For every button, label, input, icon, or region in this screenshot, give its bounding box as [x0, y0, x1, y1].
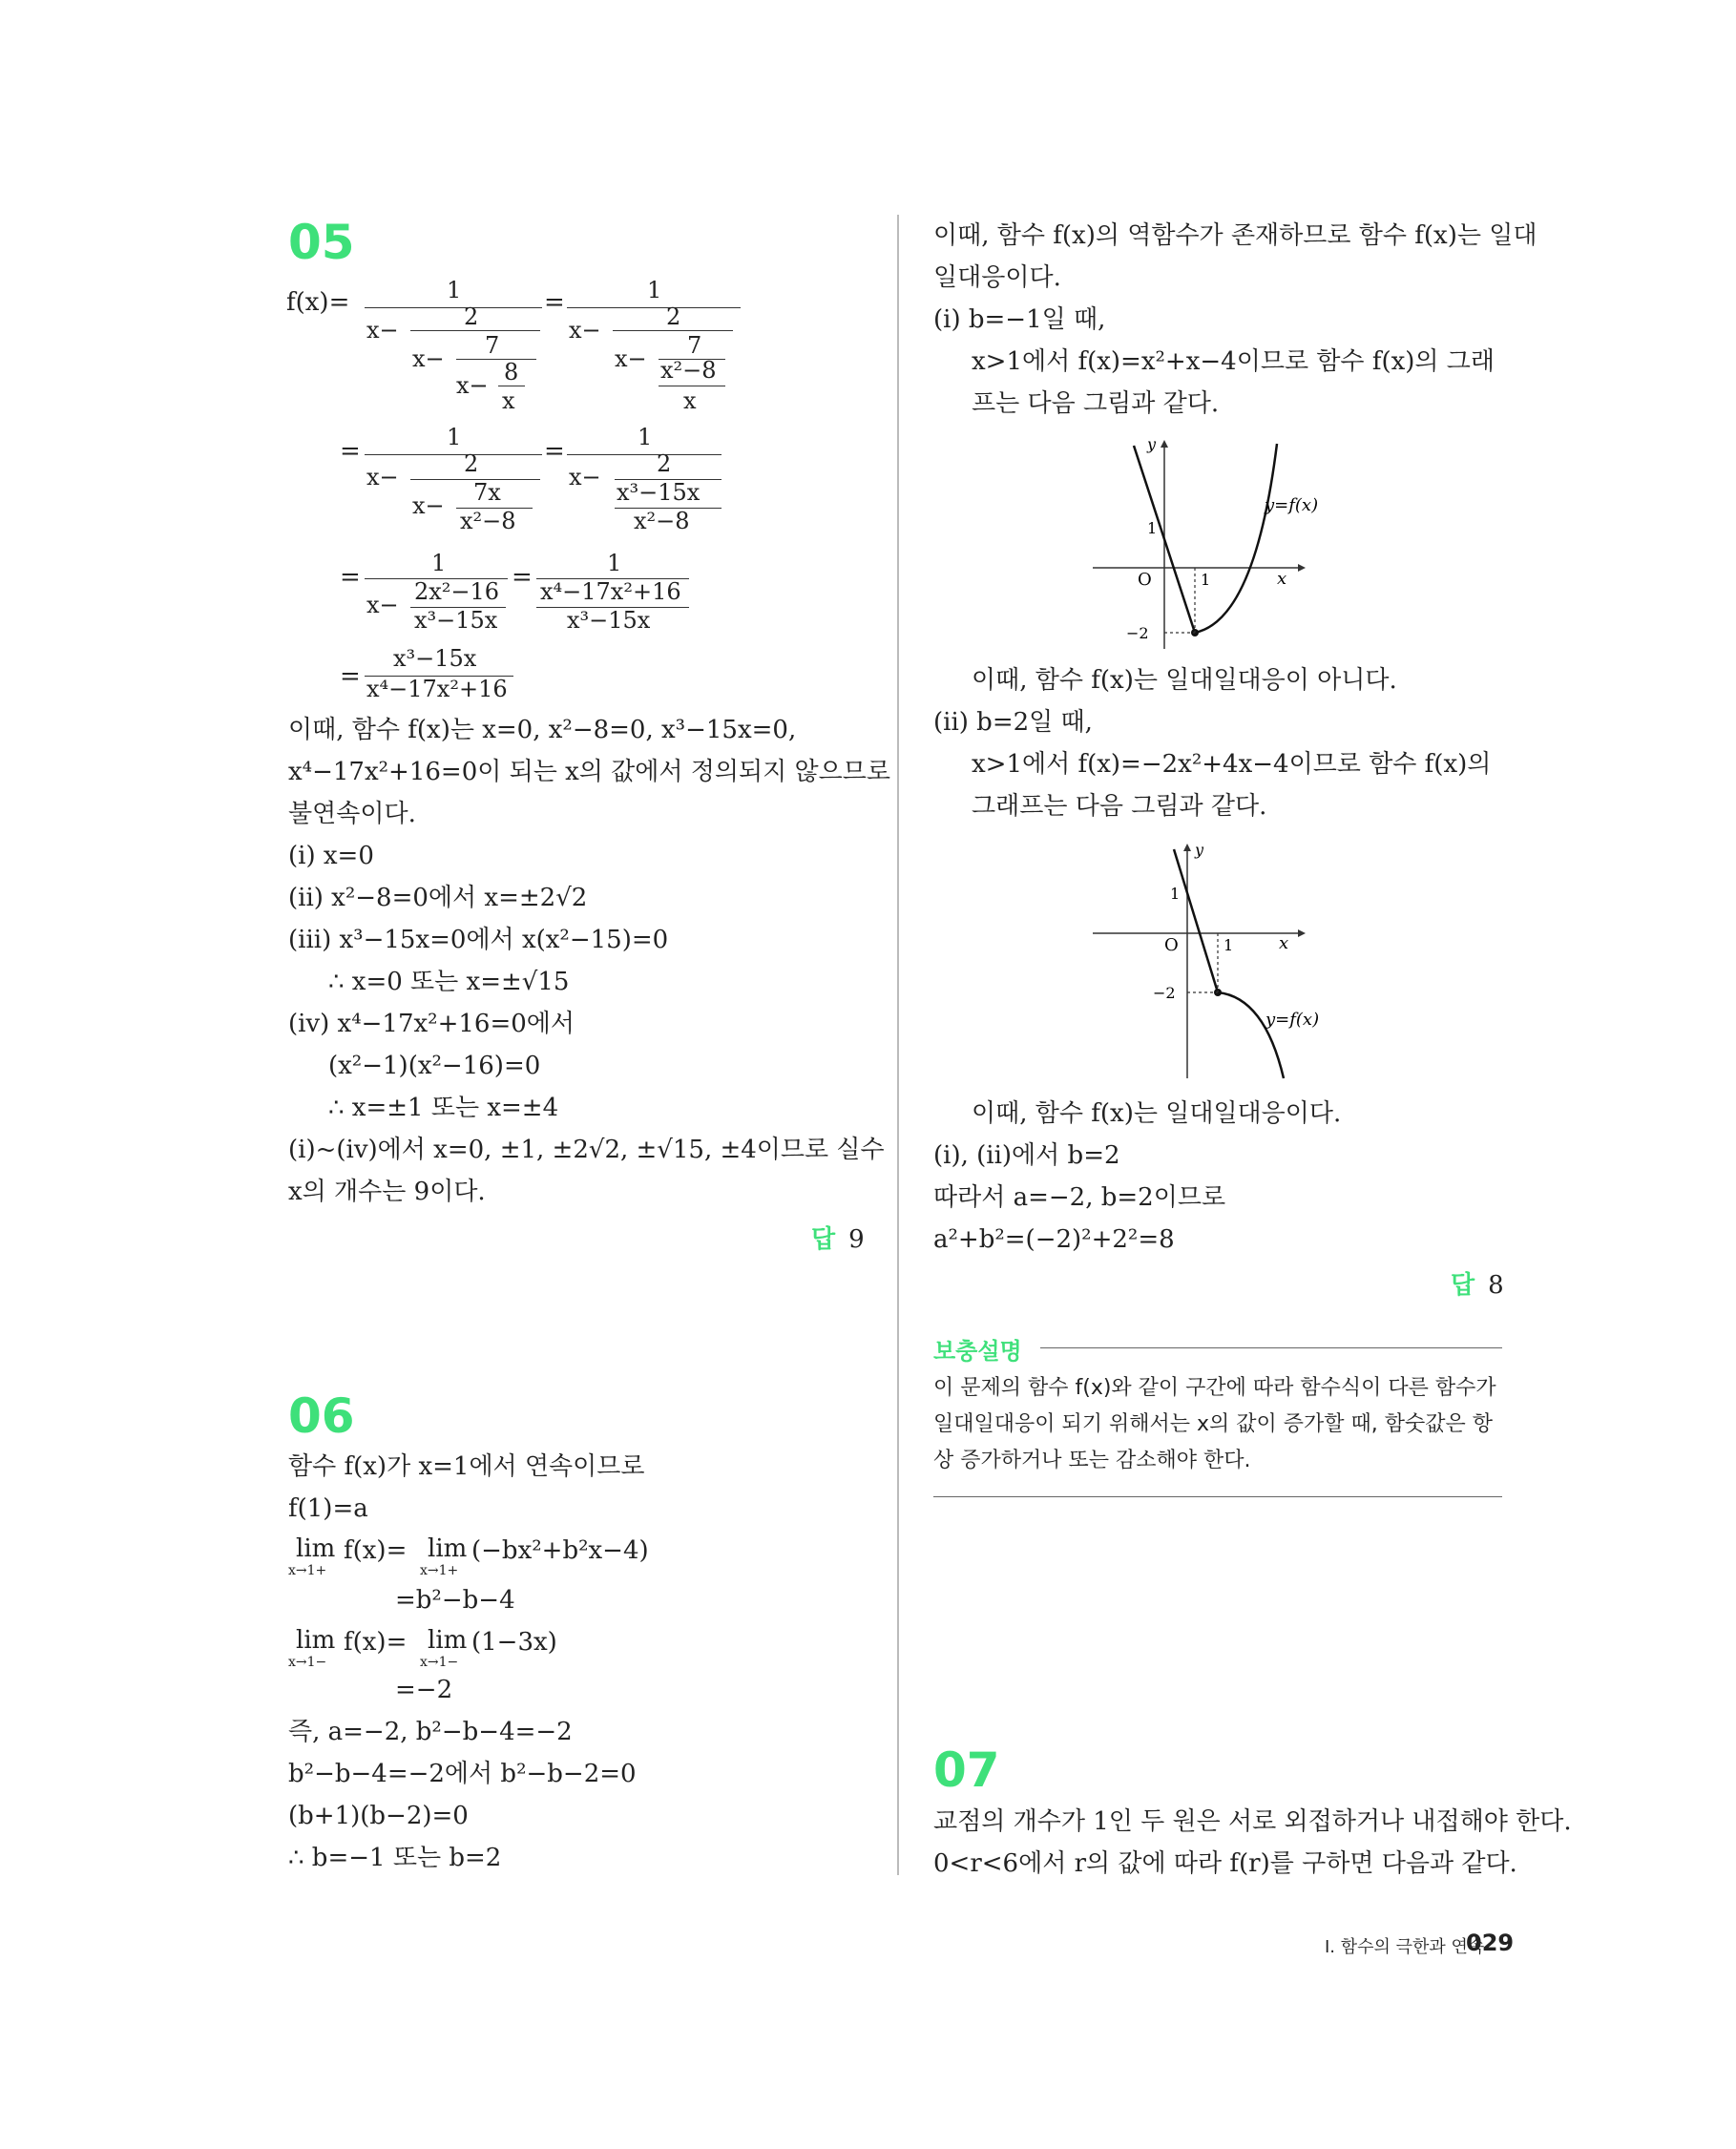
graph1-fx: y=f(x)	[1265, 495, 1319, 515]
p05-line2: x⁴−17x²+16=0이 되는 x의 값에서 정의되지 않으므로	[288, 758, 890, 786]
cf2-den: x	[683, 387, 697, 414]
supplement-text: 이 문제의 함수 f(x)와 같이 구간에 따라 함수식이 다른 함수가 일대일대응이 되기 위해서는 x의 값이 증가할 때, 함숫값은 항상 증가하거나 또는 감소해야 한다.	[933, 1376, 1496, 1472]
graph2-x-arrow	[1298, 929, 1306, 937]
r2a-top: 1	[447, 424, 462, 450]
cf2-x2: x−	[615, 345, 647, 372]
graph1-origin: O	[1138, 570, 1152, 590]
p06-l2: f(1)=a	[288, 1494, 368, 1523]
cf1-bar3	[456, 359, 536, 360]
answer-value: 9	[848, 1225, 865, 1254]
column-divider	[897, 215, 899, 1875]
r2b-bar1	[567, 454, 722, 455]
cf1-xd: x	[502, 387, 515, 414]
r4-num: x³−15x	[393, 645, 477, 672]
p05-case4b: (x²−1)(x²−16)=0	[328, 1052, 541, 1080]
cf2-num: x²−8	[660, 357, 717, 384]
r2a-num: 7x	[473, 479, 501, 506]
p06-r11: (i), (ii)에서 b=2	[933, 1141, 1120, 1170]
graph-2	[1088, 840, 1336, 1088]
cf2-2: 2	[666, 303, 681, 330]
graph1-parabola	[1195, 444, 1277, 633]
cf2-bar2	[613, 330, 733, 331]
graph1-y-one: 1	[1147, 519, 1158, 537]
p06-l10: ∴ b=−1 또는 b=2	[288, 1844, 502, 1872]
supplement-top-rule	[1040, 1347, 1502, 1348]
p05-concl2: x의 개수는 9이다.	[288, 1178, 486, 1206]
eq-4: =	[340, 563, 361, 592]
p05-case1: (i) x=0	[288, 842, 374, 870]
lim-sub-minus-2: x→1−	[420, 1655, 459, 1670]
f-lhs: f(x)=	[286, 288, 350, 317]
p06-r5: 프는 다음 그림과 같다.	[972, 389, 1220, 418]
p05-line1: 이때, 함수 f(x)는 x=0, x²−8=0, x³−15x=0,	[288, 716, 797, 744]
p05-case3b: ∴ x=0 또는 x=±√15	[328, 968, 570, 996]
cf1-bar1	[365, 307, 542, 308]
p06-l3b: (−bx²+b²x−4)	[471, 1536, 649, 1565]
p07-l1: 교점의 개수가 1인 두 원은 서로 외접하거나 내접해야 한다.	[933, 1807, 1572, 1836]
r2a-den: x²−8	[460, 508, 516, 534]
cf1-7: 7	[485, 332, 500, 359]
p06-r13: a²+b²=(−2)²+2²=8	[933, 1225, 1175, 1254]
lim-plus-1: lim	[296, 1534, 336, 1563]
r2b-top: 1	[638, 424, 653, 450]
lim-plus-2: lim	[428, 1534, 468, 1563]
r3a-x: x−	[366, 592, 399, 618]
graph-1	[1088, 434, 1336, 654]
p06-answer	[1451, 1265, 1504, 1301]
graph2-origin: O	[1164, 935, 1179, 955]
p06-r7: (ii) b=2일 때,	[933, 708, 1093, 737]
graph1-x-arrow	[1298, 564, 1306, 572]
p06-r6: 이때, 함수 f(x)는 일대일대응이 아니다.	[972, 666, 1397, 695]
cf2-bar1	[567, 307, 741, 308]
answer-label: 답	[811, 1225, 836, 1254]
problem-number-05: 05	[288, 215, 355, 270]
cf1-8: 8	[504, 359, 519, 386]
eq-2: =	[340, 437, 361, 466]
problem-number-06: 06	[288, 1388, 355, 1444]
graph1-y-label: y	[1147, 435, 1157, 453]
r3a-den: x³−15x	[414, 607, 498, 634]
p05-line3: 불연속이다.	[288, 800, 416, 828]
r2a-x: x−	[366, 464, 399, 490]
cf2-top: 1	[647, 277, 662, 303]
p05-concl1: (i)~(iv)에서 x=0, ±1, ±2√2, ±√15, ±4이므로 실수	[288, 1136, 885, 1164]
r3b-den: x³−15x	[567, 607, 651, 634]
graph1-y-arrow	[1161, 440, 1168, 448]
r2b-den: x²−8	[634, 508, 690, 534]
eq-1: =	[544, 288, 565, 317]
p07-l2: 0<r<6에서 r의 값에 따라 f(r)를 구하면 다음과 같다.	[933, 1849, 1517, 1878]
p06-r10: 이때, 함수 f(x)는 일대일대응이다.	[972, 1099, 1342, 1128]
cf1-2: 2	[464, 303, 479, 330]
p06-r3: (i) b=−1일 때,	[933, 305, 1106, 334]
lim-sub-plus-2: x→1+	[420, 1563, 459, 1578]
p06-l5a: f(x)=	[344, 1628, 408, 1657]
p05-answer	[811, 1220, 865, 1255]
p06-l8: b²−b−4=−2에서 b²−b−2=0	[288, 1760, 637, 1788]
p06-l4: =b²−b−4	[395, 1586, 515, 1615]
page-number: 029	[1466, 1930, 1515, 1956]
r2b-num: x³−15x	[617, 479, 701, 506]
eq-5: =	[512, 563, 533, 592]
r3b-top: 1	[607, 550, 622, 576]
r3a-num: 2x²−16	[414, 578, 500, 605]
r2b-2: 2	[657, 450, 672, 477]
problem-number-07: 07	[933, 1742, 1000, 1798]
cf1-x: x−	[366, 317, 399, 344]
r2a-2: 2	[464, 450, 479, 477]
graph2-x-one: 1	[1224, 936, 1234, 954]
r2b-x: x−	[569, 464, 601, 490]
lim-minus-1: lim	[296, 1626, 336, 1655]
graph2-y-one: 1	[1170, 885, 1181, 903]
p06-l5b: (1−3x)	[471, 1628, 557, 1657]
p06-l6: =−2	[395, 1676, 453, 1704]
graph2-x-label: x	[1279, 933, 1289, 953]
graph1-x-one: 1	[1201, 571, 1211, 589]
p06-l9: (b+1)(b−2)=0	[288, 1802, 469, 1830]
p05-case4: (iv) x⁴−17x²+16=0에서	[288, 1010, 575, 1038]
cf1-bar2	[410, 330, 540, 331]
r3b-num: x⁴−17x²+16	[540, 578, 681, 605]
r4-den: x⁴−17x²+16	[366, 676, 508, 702]
eq-3: =	[544, 437, 565, 466]
graph1-x-label: x	[1277, 569, 1287, 589]
cf1-top: 1	[447, 277, 462, 303]
footer-chapter: I. 함수의 극한과 연속	[1325, 1937, 1485, 1957]
graph2-y-label: y	[1195, 841, 1204, 859]
p06-r9: 그래프는 다음 그림과 같다.	[972, 792, 1267, 821]
lim-minus-2: lim	[428, 1626, 468, 1655]
answer-value: 8	[1488, 1271, 1504, 1300]
p06-r1: 이때, 함수 f(x)의 역함수가 존재하므로 함수 f(x)는 일대	[933, 221, 1537, 250]
lim-sub-plus-1: x→1+	[288, 1563, 327, 1578]
p06-l1: 함수 f(x)가 x=1에서 연속이므로	[288, 1452, 645, 1481]
graph2-line	[1174, 849, 1218, 992]
cf1-x2: x−	[412, 345, 445, 372]
r2a-bar1	[365, 454, 542, 455]
graph2-y-mtwo: −2	[1153, 984, 1176, 1002]
answer-label: 답	[1451, 1271, 1475, 1300]
lim-sub-minus-1: x→1−	[288, 1655, 327, 1670]
graph2-fx: y=f(x)	[1265, 1010, 1320, 1030]
r2a-x2: x−	[412, 492, 445, 519]
cf2-7: 7	[687, 332, 702, 359]
p06-r12: 따라서 a=−2, b=2이므로	[933, 1183, 1226, 1212]
graph2-parabola	[1218, 992, 1284, 1078]
p06-r4: x>1에서 f(x)=x²+x−4이므로 함수 f(x)의 그래	[972, 347, 1495, 376]
cf1-x3: x−	[456, 372, 489, 399]
p05-case4c: ∴ x=±1 또는 x=±4	[328, 1094, 559, 1122]
p06-l7: 즉, a=−2, b²−b−4=−2	[288, 1718, 573, 1746]
graph2-y-arrow	[1183, 844, 1191, 851]
graph1-y-mtwo: −2	[1126, 624, 1149, 642]
supplement-title: 보충설명	[933, 1338, 1022, 1365]
supplement-bottom-rule	[933, 1496, 1502, 1497]
r3a-top: 1	[431, 550, 447, 576]
eq-6: =	[340, 662, 361, 691]
p06-r2: 일대응이다.	[933, 263, 1061, 292]
p06-r8: x>1에서 f(x)=−2x²+4x−4이므로 함수 f(x)의	[972, 750, 1492, 779]
p06-l3a: f(x)=	[344, 1536, 408, 1565]
p05-case2: (ii) x²−8=0에서 x=±2√2	[288, 884, 588, 912]
p05-case3: (iii) x³−15x=0에서 x(x²−15)=0	[288, 926, 669, 954]
cf2-x: x−	[569, 317, 601, 344]
